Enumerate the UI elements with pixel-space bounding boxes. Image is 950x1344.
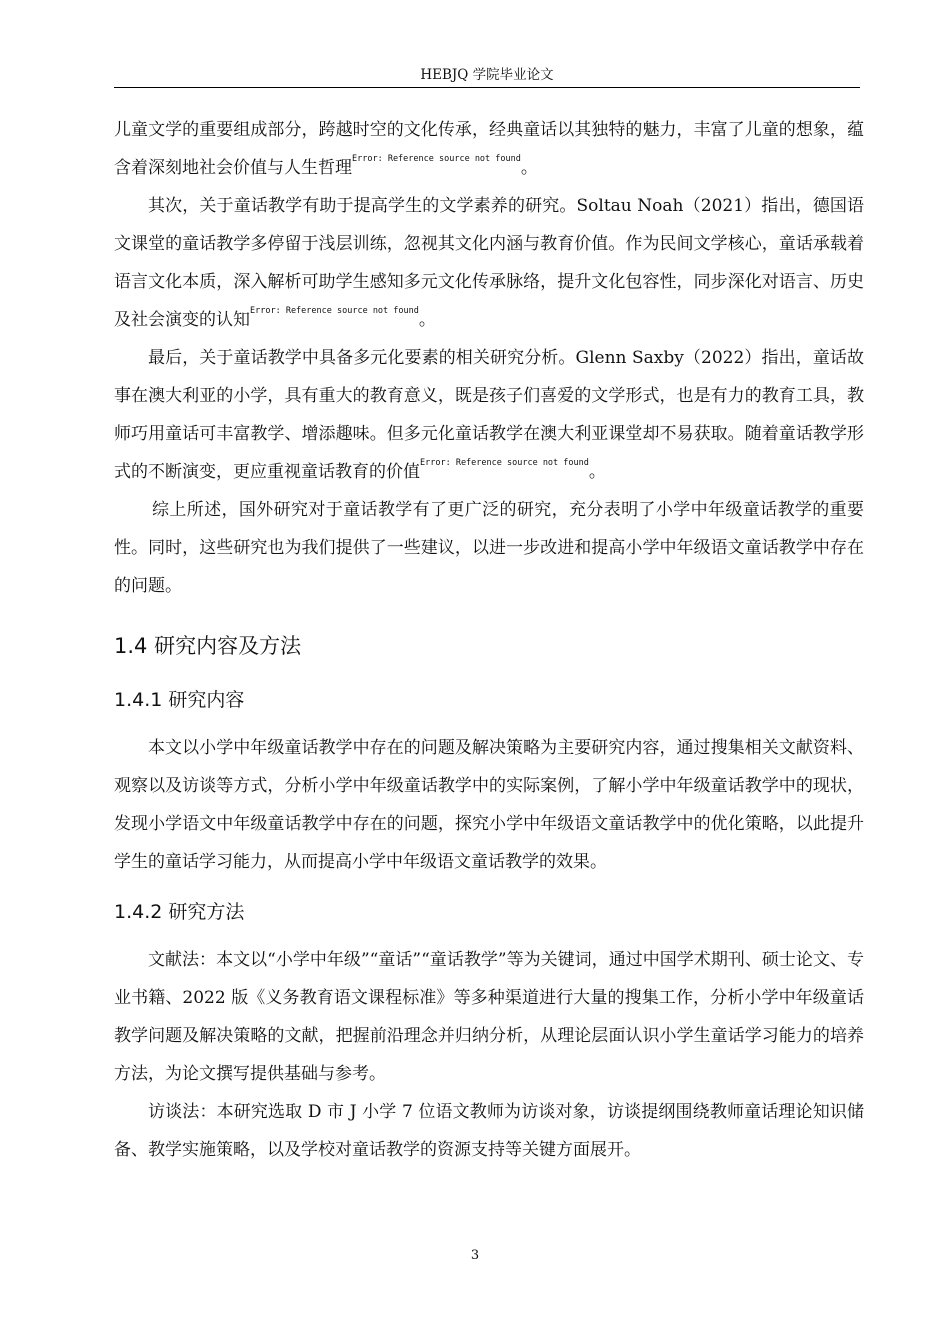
page-number: 3	[470, 1248, 480, 1263]
end-mark: 。	[520, 158, 538, 178]
paragraph-research-content: 本文以小学中年级童话教学中存在的问题及解决策略为主要研究内容，通过搜集相关文献资料、观察以及访谈等方式，分析小学中年级童话教学中的实际案例，了解小学中年级童话教学中的现状，发现小学语文中年级童话教学中存在的问题，探究小学中年级语文童话教学中的优化策略，以此提升学生的童话学习能力，从而提高小学中年级语文童话教学的效果。	[114, 738, 864, 872]
paragraph-summary: 综上所述，国外研究对于童话教学有了更广泛的研究，充分表明了小学中年级童话教学的重要性。同时，这些研究也为我们提供了一些建议，以进一步改进和提高小学中年级语文童话教学中存在的问题。	[114, 500, 864, 596]
reference-error-citation: Error: Reference source not found	[420, 458, 589, 468]
reference-error-citation: Error: Reference source not found	[250, 306, 419, 316]
paragraph-text: 最后，关于童话教学中具备多元化要素的相关研究分析。Glenn Saxby（2022）指出，童话故事在澳大利亚的小学，具有重大的教育意义，既是孩子们喜爱的文学形式，也是有力的教育工具，教师巧用童话可丰富教学、增添趣味。但多元化童话教学在澳大利亚课堂却不易获取。随着童话教学形式的不断演变，更应重视童话教育的价值	[114, 348, 864, 482]
document-body	[114, 111, 864, 1169]
end-mark: 。	[418, 310, 436, 330]
subsection-heading-1-4-2: 1.4.2 研究方法	[114, 901, 245, 923]
paragraph-text: 儿童文学的重要组成部分，跨越时空的文化传承，经典童话以其独特的魅力，丰富了儿童的想象，蕴含着深刻地社会价值与人生哲理	[114, 120, 864, 178]
paragraph-literature-method: 文献法：本文以“小学中年级”“童话”“童话教学”等为关键词，通过中国学术期刊、硕士论文、专业书籍、2022 版《义务教育语文课程标准》等多种渠道进行大量的搜集工作，分析小学中年级童话教学问题及解决策略的文献，把握前沿理念并归纳分析，从理论层面认识小学生童话学习能力的培养方法，为论文撰写提供基础与参考。	[114, 950, 864, 1084]
section-heading-1-4: 1.4 研究内容及方法	[114, 634, 302, 658]
paragraph-secondly	[114, 187, 864, 339]
header-divider	[114, 87, 860, 88]
subsection-heading-1-4-1: 1.4.1 研究内容	[114, 689, 245, 711]
end-mark: 。	[588, 462, 606, 482]
reference-error-citation: Error: Reference source not found	[352, 154, 521, 164]
paragraph-continuation	[114, 111, 864, 187]
paragraph-interview-method: 访谈法：本研究选取 D 市 J 小学 7 位语文教师为访谈对象，访谈提纲围绕教师童话理论知识储备、教学实施策略，以及学校对童话教学的资源支持等关键方面展开。	[114, 1102, 864, 1160]
paragraph-text: 其次，关于童话教学有助于提高学生的文学素养的研究。Soltau Noah（2021）指出，德国语文课堂的童话教学多停留于浅层训练，忽视其文化内涵与教育价值。作为民间文学核心，童话承载着语言文化本质，深入解析可助学生感知多元文化传承脉络，提升文化包容性，同步深化对语言、历史及社会演变的认知	[114, 196, 864, 330]
running-header: HEBJQ 学院毕业论文	[420, 67, 554, 83]
paragraph-finally	[114, 339, 864, 491]
